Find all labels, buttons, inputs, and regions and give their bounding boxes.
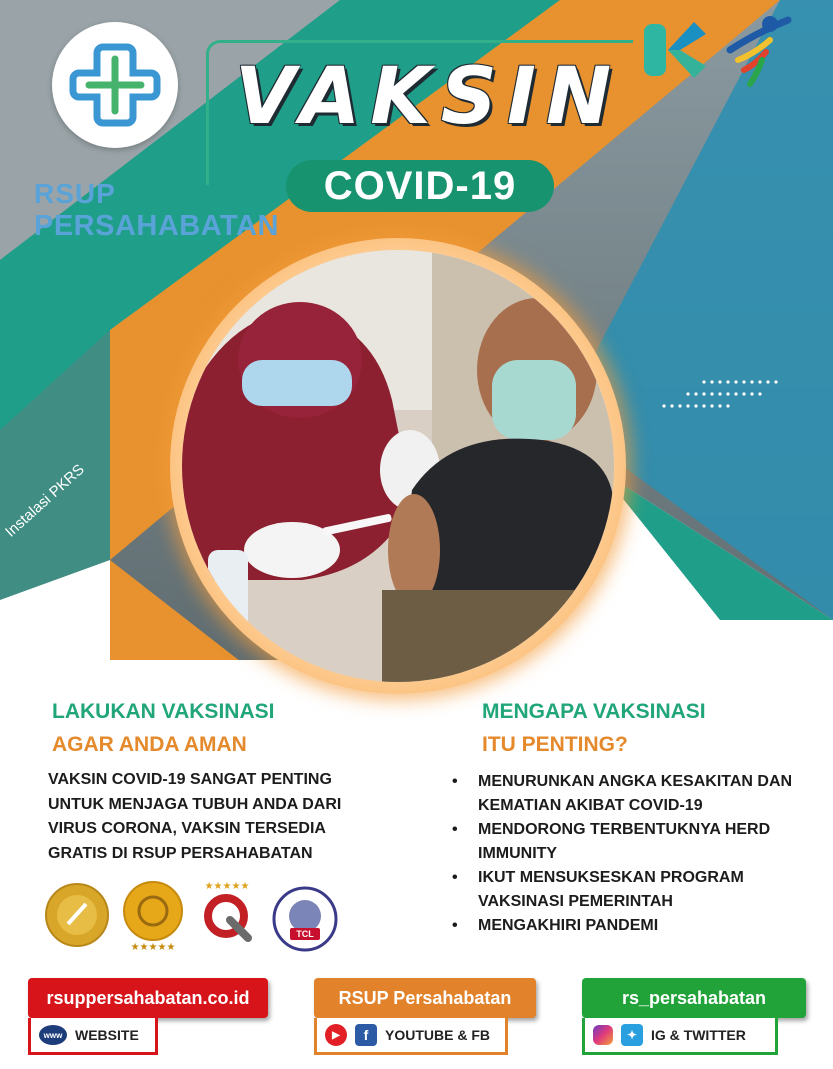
ministry-health-logo-icon xyxy=(636,14,710,86)
list-item: • IKUT MENSUKSESKAN PROGRAM VAKSINASI PEMERINTAH xyxy=(448,866,820,914)
instagram-label: rs_persahabatan xyxy=(621,987,767,1008)
instagram-twitter-link[interactable] xyxy=(582,978,806,1018)
svg-text:★★★★★: ★★★★★ xyxy=(130,942,176,952)
youtube-fb-link[interactable] xyxy=(314,978,536,1018)
medical-cross-icon xyxy=(67,37,163,133)
youtube-caption xyxy=(314,1018,508,1055)
page-subtitle: COVID-19 xyxy=(323,163,517,208)
website-link[interactable] xyxy=(28,978,268,1018)
list-item: • MENURUNKAN ANGKA KESAKITAN DAN KEMATIAN AKIBAT COVID-19 xyxy=(448,770,820,818)
globe-icon: www xyxy=(39,1025,67,1045)
instagram-icon xyxy=(593,1025,613,1045)
facebook-icon: f xyxy=(355,1024,377,1046)
twitter-icon: ✦ xyxy=(621,1024,643,1046)
left-body-line: GRATIS DI RSUP PERSAHABATAN xyxy=(48,844,313,862)
website-label: rsuppersahabatan.co.id xyxy=(46,987,250,1008)
left-body-line: UNTUK MENJAGA TUBUH ANDA DARI xyxy=(48,795,342,813)
youtube-sub-label: YOUTUBE & FB xyxy=(385,1027,490,1043)
right-heading-line2: ITU PENTING? xyxy=(482,733,628,756)
svg-text:★★★★★: ★★★★★ xyxy=(204,881,250,892)
hospital-logo xyxy=(52,22,178,148)
vaccination-scene-image xyxy=(182,250,614,682)
youtube-label: RSUP Persahabatan xyxy=(338,987,512,1008)
tcl-certification-badge xyxy=(272,886,338,952)
instagram-sub-label: IG & TWITTER xyxy=(651,1027,746,1043)
vaccination-photo xyxy=(182,250,614,682)
decorative-dots xyxy=(660,378,782,410)
website-sub-label: WEBSITE xyxy=(75,1027,139,1043)
reasons-list xyxy=(448,770,820,938)
youtube-icon: ▶ xyxy=(325,1024,347,1046)
left-body-line: VIRUS CORONA, VAKSIN TERSEDIA xyxy=(48,820,326,837)
tcl-label: TCL xyxy=(296,929,314,939)
left-body-line: VAKSIN COVID-19 SANGAT PENTING xyxy=(48,771,332,788)
instagram-caption xyxy=(582,1018,778,1055)
list-item: • MENDORONG TERBENTUKNYA HERD IMMUNITY xyxy=(448,818,820,866)
right-heading-line1: MENGAPA VAKSINASI xyxy=(482,700,706,723)
page-title: VAKSIN xyxy=(234,52,622,142)
jci-accreditation-badge-icon xyxy=(44,882,110,948)
list-item: • MENGAKHIRI PANDEMI xyxy=(448,914,820,938)
tcl-globe-icon xyxy=(272,886,338,952)
left-heading-line1: LAKUKAN VAKSINASI xyxy=(52,700,275,723)
subtitle-pill xyxy=(286,160,554,212)
quality-award-badge-icon xyxy=(194,878,260,944)
kars-accreditation-badge-icon xyxy=(120,880,186,952)
installation-label: Instalasi PKRS xyxy=(2,461,88,541)
left-body-text xyxy=(48,768,341,866)
website-caption xyxy=(28,1018,158,1055)
left-heading-line2: AGAR ANDA AMAN xyxy=(52,733,247,756)
brand-line2: PERSAHABATAN xyxy=(34,210,279,242)
vaccination-campaign-logo-icon xyxy=(724,10,794,92)
brand-line1: RSUP xyxy=(34,178,116,209)
